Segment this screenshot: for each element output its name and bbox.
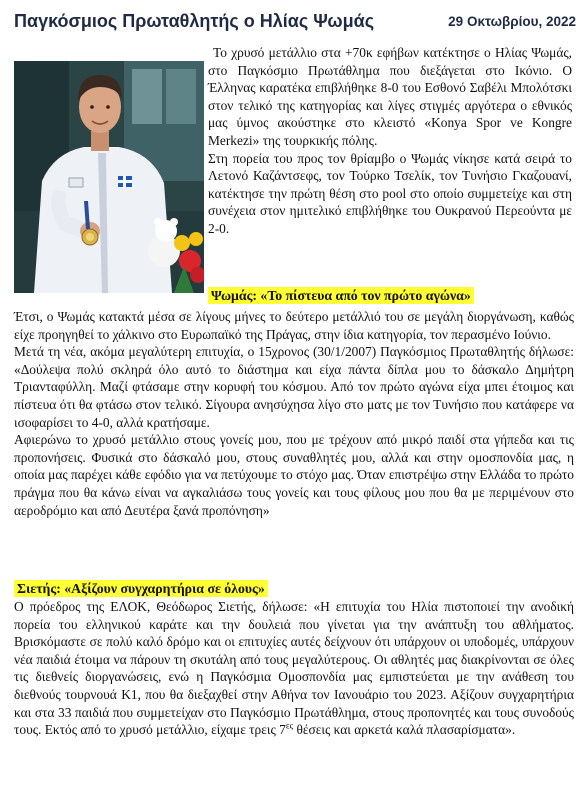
- tail-text-1: Ο πρόεδρος της ΕΛΟΚ, Θεόδωρος Σιετής, δήλωσε: «Η επιτυχία του Ηλία πιστοποιεί την ανοδική πορεία του ελληνικού καράτε και την δουλειά που γίνεται για την ανάπτυξη του αθλήματος. Βρισκόμαστε σε πολύ καλό δρόμο και οι επιτυχίες αυτές δείχνουν ότι υπάρχουν οι υποδομές, υπάρχουν νέα παιδιά έτοιμα να πάρουν τη σκυτάλη από τους μεγαλύτερους. Οι αθλητές μας διακρίνονται σε όλες τις διεθνείς διοργανώσεις, ενώ η Παγκόσμια Ομοσπονδία μας εμπιστεύεται με την ανάθεση του διεθνούς τουρνουά Κ1, που θα διεξαχθεί στην Αθήνα τον Ιανουάριο του 2023. Αξίζουν συγχαρητήρια και στα 33 παιδιά που συμμετείχαν στο Παγκόσμιο Πρωτάθλημα, στους προπονητές και τους συνοδούς τους. Εκτός από το χρυσό μετάλλιο, είχαμε τρεις 7: [14, 599, 574, 738]
- article-intro: [208, 44, 572, 238]
- athlete-photo: [14, 61, 204, 293]
- athlete-with-medal-photo-icon: [14, 61, 204, 293]
- tail-paragraph: [14, 598, 574, 739]
- middle-paragraph-1: Έτσι, ο Ψωμάς κατακτά μέσα σε λίγους μήνες το δεύτερο μετάλλιό του σε μεγάλη διοργάνωση, καθώς είχε προηγηθεί το χάλκινο στο Ευρωπαϊκό της Πράγας, στην ίδια κατηγορία, τον περασμένο Ιούνιο.: [14, 309, 574, 342]
- article-middle: [14, 308, 574, 519]
- tail-text-2: θέσεις και αρκετά καλά πλασαρίσματα».: [293, 722, 516, 738]
- article-date: 29 Οκτωβρίου, 2022: [448, 14, 576, 29]
- article-header: [14, 9, 576, 37]
- intro-paragraph-2: Στη πορεία του προς τον θρίαμβο ο Ψωμάς νίκησε κατά σειρά το Λετονό Καζάντσεφς, τον Τούρκο Τσελίκ, τον Τυνήσιο Γκαζουανί, κατέκτησε την πρώτη θέση στο pool στο οποίο συμμετείχε και στη συνέχεια στον ημιτελικό επιβλήθηκε του Ουκρανού Περεούντα με 2-0.: [208, 150, 572, 236]
- tail-superscript: ες: [285, 720, 294, 731]
- middle-paragraph-3: Αφιερώνω το χρυσό μετάλλιο στους γονείς μου, που με τρέχουν από μικρό παιδί στα γήπεδα και τις προπονήσεις. Φυσικά στο δάσκαλό μου, στους συναθλητές μου, αλλά και στην ομοσπονδία μας, η οποία μας παρέχει κάθε εφόδιο για να πετύχουμε το στόχο μας. Όταν επιστρέψω στην Ελλάδα το πρώτο πράγμα που θα κάνω είναι να αγκαλιάσω τους γονείς και τους φίλους μου που θα με περιμένουν στο αεροδρόμιο και από Δευτέρα ξανά προπόνηση»: [14, 432, 574, 518]
- intro-paragraph-1: Το χρυσό μετάλλιο στα +70κ εφήβων κατέκτησε ο Ηλίας Ψωμάς, στο Παγκόσμιο Πρωτάθλημα που διεξάγεται στο Ικόνιο. Ο Έλληνας καρατέκα επιβλήθηκε 8-0 του Εσθονό Σαβέλι Μπολότσκι στον τελικό της κατηγορίας και λίγες στιγμές αργότερα ο εθνικός μας ύμνος ακούστηκε στο κλειστό «Konya Spor ve Kongre Merkezi» της τουρκικής πόλης.: [208, 45, 572, 148]
- article-tail: [14, 598, 574, 739]
- article-title: Παγκόσμιος Πρωταθλητής ο Ηλίας Ψωμάς: [14, 11, 375, 31]
- subheading-sietis: Σιετής: «Αξίζουν συγχαρητήρια σε όλους»: [14, 580, 268, 597]
- middle-paragraph-2: Μετά τη νέα, ακόμα μεγαλύτερη επιτυχία, ο 15χρονος (30/1/2007) Παγκόσμιος Πρωταθλητής δήλωσε: «Δούλεψα πολύ σκληρά όλο αυτό το διάστημα και είχα πάντα δίπλα μου το δάσκαλο Δημήτρη Τριανταφύλλη. Μαζί φτάσαμε στην κορυφή του κόσμου. Από τον πρώτο αγώνα είχα μπει έτοιμος και πίστευα ότι θα φτάσω στον τελικό. Σίγουρα ανησύχησα λίγο στο ματς με τον Τυνήσιο που κατάφερε να ισοφαρίσει το 4-0, αλλά κρατήσαμε.: [14, 344, 574, 430]
- subheading-psomas: Ψωμάς: «Το πίστευα από τον πρώτο αγώνα»: [208, 287, 474, 304]
